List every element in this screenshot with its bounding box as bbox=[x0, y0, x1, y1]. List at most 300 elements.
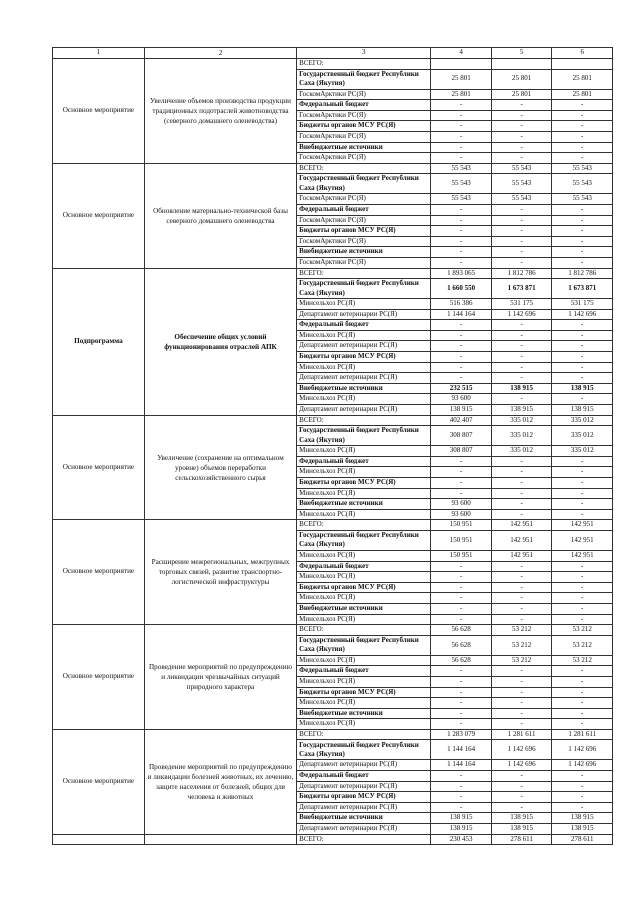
row-label: Минсельхоз РС(Я) bbox=[297, 593, 431, 604]
value-cell-col5: - bbox=[491, 499, 552, 510]
value-cell-col5: 335 012 bbox=[491, 415, 552, 426]
value-cell-col6: - bbox=[552, 467, 613, 478]
header-cell-1: 1 bbox=[53, 48, 145, 59]
value-cell-col4: 516 386 bbox=[431, 299, 492, 310]
value-cell-col6: - bbox=[552, 247, 613, 258]
row-label: Федеральный бюджет bbox=[297, 666, 431, 677]
value-cell-col5: 142 951 bbox=[491, 530, 552, 550]
value-cell-col6: - bbox=[552, 593, 613, 604]
value-cell-col4: - bbox=[431, 257, 492, 268]
section-name: Расширение межрегиональных, межгрупных торговых связей, развитие транспортно-логистической инфраструктуры bbox=[144, 520, 296, 625]
value-cell-col4: - bbox=[431, 698, 492, 709]
section-name bbox=[144, 834, 296, 845]
value-cell-col4: 93 600 bbox=[431, 394, 492, 405]
row-label: ВСЕГО: bbox=[297, 834, 431, 845]
value-cell-col5: 335 012 bbox=[491, 426, 552, 446]
value-cell-col6: 1 142 696 bbox=[552, 760, 613, 771]
value-cell-col6: - bbox=[552, 352, 613, 363]
value-cell-col6: - bbox=[552, 603, 613, 614]
row-label: Минсельхоз РС(Я) bbox=[297, 446, 431, 457]
value-cell-col5: - bbox=[491, 330, 552, 341]
value-cell-col6: - bbox=[552, 698, 613, 709]
value-cell-col4: 56 628 bbox=[431, 635, 492, 655]
row-label: ГоскомАрктики РС(Я) bbox=[297, 236, 431, 247]
value-cell-col6: 278 611 bbox=[552, 834, 613, 845]
value-cell-col6: 335 012 bbox=[552, 446, 613, 457]
row-label: Департамент ветеринарии РС(Я) bbox=[297, 373, 431, 384]
value-cell-col5: 25 801 bbox=[491, 89, 552, 100]
row-label: Внебюджетные источники bbox=[297, 247, 431, 258]
value-cell-col6: - bbox=[552, 341, 613, 352]
value-cell-col5: - bbox=[491, 110, 552, 121]
row-label: Внебюджетные источники bbox=[297, 383, 431, 394]
header-cell-6: 6 bbox=[552, 48, 613, 59]
value-cell-col5: - bbox=[491, 373, 552, 384]
section-name: Проведение мероприятий по предупреждению и ликвидации болезней животных, их лечению, защите населения от болезней, общих для человека и животных bbox=[144, 729, 296, 834]
header-cell-4: 4 bbox=[431, 48, 492, 59]
value-cell-col6: - bbox=[552, 394, 613, 405]
row-label: Внебюджетные источники bbox=[297, 142, 431, 153]
row-label: Бюджеты органов МСУ РС(Я) bbox=[297, 792, 431, 803]
value-cell-col6: - bbox=[552, 257, 613, 268]
value-cell-col5: - bbox=[491, 394, 552, 405]
value-cell-col6: - bbox=[552, 781, 613, 792]
row-label: Федеральный бюджет bbox=[297, 100, 431, 111]
row-label: Минсельхоз РС(Я) bbox=[297, 698, 431, 709]
row-label: ВСЕГО: bbox=[297, 268, 431, 279]
row-label: ГоскомАрктики РС(Я) bbox=[297, 110, 431, 121]
value-cell-col4: - bbox=[431, 582, 492, 593]
value-cell-col4: - bbox=[431, 330, 492, 341]
header-cell-5: 5 bbox=[491, 48, 552, 59]
value-cell-col6: 1 142 696 bbox=[552, 309, 613, 320]
value-cell-col6: 335 012 bbox=[552, 426, 613, 446]
value-cell-col5: - bbox=[491, 509, 552, 520]
value-cell-col6: - bbox=[552, 666, 613, 677]
value-cell-col4: 150 951 bbox=[431, 520, 492, 531]
value-cell-col4: - bbox=[431, 771, 492, 782]
value-cell-col4: 56 628 bbox=[431, 655, 492, 666]
row-label: Федеральный бюджет bbox=[297, 204, 431, 215]
value-cell-col4: 55 543 bbox=[431, 163, 492, 174]
value-cell-col6: - bbox=[552, 478, 613, 489]
value-cell-col5: 1 812 786 bbox=[491, 268, 552, 279]
value-cell-col4: - bbox=[431, 373, 492, 384]
row-label: ГоскомАрктики РС(Я) bbox=[297, 89, 431, 100]
section-type: Основное мероприятие bbox=[53, 163, 145, 268]
section-name: Проведение мероприятий по предупреждению и ликвидации чрезвычайных ситуаций природного характера bbox=[144, 625, 296, 730]
value-cell-col6: - bbox=[552, 771, 613, 782]
value-cell-col4: 308 807 bbox=[431, 426, 492, 446]
value-cell-col4: 55 543 bbox=[431, 194, 492, 205]
value-cell-col4: 138 915 bbox=[431, 405, 492, 416]
row-label: Минсельхоз РС(Я) bbox=[297, 719, 431, 730]
value-cell-col5: - bbox=[491, 352, 552, 363]
table-row bbox=[53, 268, 613, 279]
value-cell-col4: 1 283 079 bbox=[431, 729, 492, 740]
row-label: Федеральный бюджет bbox=[297, 320, 431, 331]
value-cell-col4: - bbox=[431, 478, 492, 489]
value-cell-col6: - bbox=[552, 362, 613, 373]
section-type: Основное мероприятие bbox=[53, 520, 145, 625]
value-cell-col4: - bbox=[431, 603, 492, 614]
value-cell-col4: 1 660 550 bbox=[431, 279, 492, 299]
value-cell-col4: - bbox=[431, 121, 492, 132]
value-cell-col5: 55 543 bbox=[491, 163, 552, 174]
value-cell-col5: 1 142 696 bbox=[491, 309, 552, 320]
row-label: Минсельхоз РС(Я) bbox=[297, 362, 431, 373]
value-cell-col4: - bbox=[431, 110, 492, 121]
section-name: Увеличение (сохранение на оптимальном уровне) объемов переработки сельскохозяйственного сырья bbox=[144, 415, 296, 520]
value-cell-col5: 25 801 bbox=[491, 69, 552, 89]
value-cell-col5: - bbox=[491, 792, 552, 803]
row-label: Внебюджетные источники bbox=[297, 499, 431, 510]
value-cell-col5: - bbox=[491, 142, 552, 153]
value-cell-col4: - bbox=[431, 781, 492, 792]
row-label: Государственный бюджет Республики Саха (Якутия) bbox=[297, 279, 431, 299]
value-cell-col4: 232 515 bbox=[431, 383, 492, 394]
section-type bbox=[53, 834, 145, 845]
value-cell-col5: 142 951 bbox=[491, 550, 552, 561]
row-label: ГоскомАрктики РС(Я) bbox=[297, 153, 431, 164]
row-label: Минсельхоз РС(Я) bbox=[297, 488, 431, 499]
value-cell-col5: - bbox=[491, 488, 552, 499]
value-cell-col6: - bbox=[552, 802, 613, 813]
value-cell-col4: - bbox=[431, 352, 492, 363]
row-label: Государственный бюджет Республики Саха (Якутия) bbox=[297, 174, 431, 194]
section-type: Основное мероприятие bbox=[53, 625, 145, 730]
value-cell-col6: - bbox=[552, 330, 613, 341]
value-cell-col5: - bbox=[491, 320, 552, 331]
header-cell-3: 3 bbox=[297, 48, 431, 59]
row-label: Департамент ветеринарии РС(Я) bbox=[297, 760, 431, 771]
value-cell-col6: - bbox=[552, 131, 613, 142]
row-label: Внебюджетные источники bbox=[297, 603, 431, 614]
value-cell-col4: - bbox=[431, 572, 492, 583]
value-cell-col4: - bbox=[431, 215, 492, 226]
value-cell-col6: - bbox=[552, 153, 613, 164]
section-type: Основное мероприятие bbox=[53, 415, 145, 520]
section-type: Подпрограмма bbox=[53, 268, 145, 415]
value-cell-col5: - bbox=[491, 719, 552, 730]
value-cell-col6: - bbox=[552, 708, 613, 719]
value-cell-col5: - bbox=[491, 100, 552, 111]
value-cell-col4: - bbox=[431, 708, 492, 719]
value-cell-col4: - bbox=[431, 802, 492, 813]
value-cell-col5: - bbox=[491, 771, 552, 782]
value-cell-col4: 138 915 bbox=[431, 813, 492, 824]
value-cell-col6: 142 951 bbox=[552, 520, 613, 531]
row-label: Государственный бюджет Республики Саха (Якутия) bbox=[297, 530, 431, 550]
header-row bbox=[53, 48, 613, 59]
value-cell-col4: - bbox=[431, 320, 492, 331]
value-cell-col6: - bbox=[552, 488, 613, 499]
row-label: Департамент ветеринарии РС(Я) bbox=[297, 341, 431, 352]
table-row bbox=[53, 59, 613, 70]
value-cell-col6: 55 543 bbox=[552, 174, 613, 194]
value-cell-col5: 55 543 bbox=[491, 174, 552, 194]
value-cell-col5: - bbox=[491, 614, 552, 625]
row-label: ГоскомАрктики РС(Я) bbox=[297, 194, 431, 205]
value-cell-col4: - bbox=[431, 226, 492, 237]
value-cell-col4: - bbox=[431, 204, 492, 215]
value-cell-col6: 138 915 bbox=[552, 383, 613, 394]
value-cell-col4: - bbox=[431, 131, 492, 142]
section-name: Обеспечение общих условий функционирования отраслей АПК bbox=[144, 268, 296, 415]
value-cell-col6: 25 801 bbox=[552, 69, 613, 89]
row-label: Бюджеты органов МСУ РС(Я) bbox=[297, 226, 431, 237]
value-cell-col5: 1 281 611 bbox=[491, 729, 552, 740]
value-cell-col5: 335 012 bbox=[491, 446, 552, 457]
value-cell-col5: - bbox=[491, 802, 552, 813]
value-cell-col4: - bbox=[431, 236, 492, 247]
value-cell-col5: - bbox=[491, 204, 552, 215]
row-label: Департамент ветеринарии РС(Я) bbox=[297, 309, 431, 320]
value-cell-col6: - bbox=[552, 215, 613, 226]
value-cell-col6: - bbox=[552, 456, 613, 467]
value-cell-col4: - bbox=[431, 488, 492, 499]
value-cell-col5: 1 673 871 bbox=[491, 279, 552, 299]
value-cell-col4: - bbox=[431, 792, 492, 803]
row-label: Федеральный бюджет bbox=[297, 456, 431, 467]
value-cell-col5: 531 175 bbox=[491, 299, 552, 310]
value-cell-col6: - bbox=[552, 226, 613, 237]
value-cell-col4: - bbox=[431, 676, 492, 687]
row-label: ВСЕГО: bbox=[297, 59, 431, 70]
table-row bbox=[53, 415, 613, 426]
value-cell-col6: - bbox=[552, 142, 613, 153]
value-cell-col6: - bbox=[552, 676, 613, 687]
value-cell-col4: 25 801 bbox=[431, 89, 492, 100]
value-cell-col6: - bbox=[552, 100, 613, 111]
row-label: Государственный бюджет Республики Саха (Якутия) bbox=[297, 69, 431, 89]
value-cell-col6: 1 812 786 bbox=[552, 268, 613, 279]
value-cell-col5: - bbox=[491, 478, 552, 489]
row-label: Минсельхоз РС(Я) bbox=[297, 676, 431, 687]
budget-table bbox=[52, 47, 613, 845]
value-cell-col4: - bbox=[431, 593, 492, 604]
value-cell-col5: - bbox=[491, 131, 552, 142]
value-cell-col5: - bbox=[491, 708, 552, 719]
value-cell-col4: 150 951 bbox=[431, 530, 492, 550]
value-cell-col5: 1 142 696 bbox=[491, 740, 552, 760]
value-cell-col6: - bbox=[552, 236, 613, 247]
value-cell-col4: 230 453 bbox=[431, 834, 492, 845]
value-cell-col5 bbox=[491, 59, 552, 70]
table-row bbox=[53, 729, 613, 740]
table-row bbox=[53, 625, 613, 636]
value-cell-col5: - bbox=[491, 687, 552, 698]
row-label: ВСЕГО: bbox=[297, 415, 431, 426]
value-cell-col5: - bbox=[491, 467, 552, 478]
value-cell-col4: 25 801 bbox=[431, 69, 492, 89]
value-cell-col5: - bbox=[491, 572, 552, 583]
value-cell-col4: 402 407 bbox=[431, 415, 492, 426]
value-cell-col6: 335 012 bbox=[552, 415, 613, 426]
row-label: ГоскомАрктики РС(Я) bbox=[297, 215, 431, 226]
value-cell-col6: - bbox=[552, 687, 613, 698]
value-cell-col4: - bbox=[431, 341, 492, 352]
value-cell-col5: 55 543 bbox=[491, 194, 552, 205]
value-cell-col5: 53 212 bbox=[491, 625, 552, 636]
value-cell-col5: 53 212 bbox=[491, 655, 552, 666]
value-cell-col4: - bbox=[431, 666, 492, 677]
value-cell-col4: 56 628 bbox=[431, 625, 492, 636]
row-label: Департамент ветеринарии РС(Я) bbox=[297, 405, 431, 416]
value-cell-col6: 25 801 bbox=[552, 89, 613, 100]
row-label: ГоскомАрктики РС(Я) bbox=[297, 257, 431, 268]
value-cell-col6: - bbox=[552, 509, 613, 520]
value-cell-col5: - bbox=[491, 593, 552, 604]
value-cell-col6: - bbox=[552, 373, 613, 384]
value-cell-col5: - bbox=[491, 698, 552, 709]
row-label: Минсельхоз РС(Я) bbox=[297, 394, 431, 405]
value-cell-col6: - bbox=[552, 204, 613, 215]
value-cell-col6: - bbox=[552, 572, 613, 583]
value-cell-col5: 1 142 696 bbox=[491, 760, 552, 771]
value-cell-col4: 150 951 bbox=[431, 550, 492, 561]
value-cell-col6: 138 915 bbox=[552, 824, 613, 835]
value-cell-col5: 142 951 bbox=[491, 520, 552, 531]
row-label: Минсельхоз РС(Я) bbox=[297, 655, 431, 666]
section-name: Обновление материально-технической базы северного домашнего оленеводства bbox=[144, 163, 296, 268]
value-cell-col4: 1 144 164 bbox=[431, 309, 492, 320]
value-cell-col4: 138 915 bbox=[431, 824, 492, 835]
value-cell-col6: - bbox=[552, 110, 613, 121]
value-cell-col4: 1 144 164 bbox=[431, 740, 492, 760]
value-cell-col4: - bbox=[431, 467, 492, 478]
value-cell-col5: - bbox=[491, 362, 552, 373]
row-label: Минсельхоз РС(Я) bbox=[297, 467, 431, 478]
row-label: Бюджеты органов МСУ РС(Я) bbox=[297, 478, 431, 489]
value-cell-col6: 138 915 bbox=[552, 405, 613, 416]
row-label: Минсельхоз РС(Я) bbox=[297, 509, 431, 520]
row-label: Бюджеты органов МСУ РС(Я) bbox=[297, 121, 431, 132]
value-cell-col5: - bbox=[491, 676, 552, 687]
value-cell-col6: 53 212 bbox=[552, 655, 613, 666]
row-label: Бюджеты органов МСУ РС(Я) bbox=[297, 687, 431, 698]
value-cell-col6: - bbox=[552, 792, 613, 803]
value-cell-col4 bbox=[431, 59, 492, 70]
value-cell-col6: 1 673 871 bbox=[552, 279, 613, 299]
row-label: Минсельхоз РС(Я) bbox=[297, 330, 431, 341]
value-cell-col5: - bbox=[491, 226, 552, 237]
value-cell-col5: - bbox=[491, 781, 552, 792]
value-cell-col6: 142 951 bbox=[552, 550, 613, 561]
value-cell-col4: 55 543 bbox=[431, 174, 492, 194]
value-cell-col4: - bbox=[431, 719, 492, 730]
value-cell-col4: - bbox=[431, 142, 492, 153]
value-cell-col5: - bbox=[491, 121, 552, 132]
table-row bbox=[53, 520, 613, 531]
value-cell-col6 bbox=[552, 59, 613, 70]
value-cell-col5: - bbox=[491, 153, 552, 164]
value-cell-col6: 53 212 bbox=[552, 635, 613, 655]
row-label: Минсельхоз РС(Я) bbox=[297, 550, 431, 561]
value-cell-col4: 1 144 164 bbox=[431, 760, 492, 771]
value-cell-col4: 308 807 bbox=[431, 446, 492, 457]
value-cell-col6: - bbox=[552, 499, 613, 510]
value-cell-col5: - bbox=[491, 666, 552, 677]
value-cell-col5: 138 915 bbox=[491, 824, 552, 835]
value-cell-col5: - bbox=[491, 582, 552, 593]
value-cell-col6: 531 175 bbox=[552, 299, 613, 310]
value-cell-col6: 55 543 bbox=[552, 163, 613, 174]
value-cell-col6: 53 212 bbox=[552, 625, 613, 636]
table-row bbox=[53, 834, 613, 845]
row-label: ГоскомАрктики РС(Я) bbox=[297, 131, 431, 142]
value-cell-col5: - bbox=[491, 561, 552, 572]
row-label: Государственный бюджет Республики Саха (Якутия) bbox=[297, 635, 431, 655]
value-cell-col6: 142 951 bbox=[552, 530, 613, 550]
value-cell-col4: - bbox=[431, 100, 492, 111]
row-label: Федеральный бюджет bbox=[297, 561, 431, 572]
row-label: Департамент ветеринарии РС(Я) bbox=[297, 781, 431, 792]
row-label: ВСЕГО: bbox=[297, 625, 431, 636]
section-type: Основное мероприятие bbox=[53, 729, 145, 834]
value-cell-col6: - bbox=[552, 582, 613, 593]
row-label: Департамент ветеринарии РС(Я) bbox=[297, 824, 431, 835]
table-row bbox=[53, 163, 613, 174]
page bbox=[52, 47, 613, 845]
value-cell-col4: - bbox=[431, 561, 492, 572]
value-cell-col5: - bbox=[491, 215, 552, 226]
value-cell-col5: - bbox=[491, 603, 552, 614]
row-label: Минсельхоз РС(Я) bbox=[297, 299, 431, 310]
value-cell-col5: - bbox=[491, 341, 552, 352]
row-label: Внебюджетные источники bbox=[297, 813, 431, 824]
row-label: Государственный бюджет Республики Саха (Якутия) bbox=[297, 426, 431, 446]
row-label: Минсельхоз РС(Я) bbox=[297, 572, 431, 583]
value-cell-col4: 1 893 065 bbox=[431, 268, 492, 279]
value-cell-col6: - bbox=[552, 320, 613, 331]
section-name: Увеличение объемов производства продукции традиционных подотраслей животноводства (северного домашнего оленеводства) bbox=[144, 59, 296, 164]
value-cell-col5: 138 915 bbox=[491, 813, 552, 824]
value-cell-col4: - bbox=[431, 153, 492, 164]
value-cell-col6: - bbox=[552, 719, 613, 730]
value-cell-col6: - bbox=[552, 614, 613, 625]
value-cell-col5: - bbox=[491, 247, 552, 258]
row-label: Бюджеты органов МСУ РС(Я) bbox=[297, 352, 431, 363]
row-label: Минсельхоз РС(Я) bbox=[297, 614, 431, 625]
value-cell-col5: 278 611 bbox=[491, 834, 552, 845]
value-cell-col4: - bbox=[431, 456, 492, 467]
value-cell-col4: - bbox=[431, 247, 492, 258]
value-cell-col6: 1 142 696 bbox=[552, 740, 613, 760]
value-cell-col6: - bbox=[552, 561, 613, 572]
value-cell-col4: 93 600 bbox=[431, 509, 492, 520]
value-cell-col5: 138 915 bbox=[491, 405, 552, 416]
value-cell-col4: 93 600 bbox=[431, 499, 492, 510]
value-cell-col5: - bbox=[491, 236, 552, 247]
value-cell-col6: 1 281 611 bbox=[552, 729, 613, 740]
value-cell-col5: - bbox=[491, 257, 552, 268]
row-label: Внебюджетные источники bbox=[297, 708, 431, 719]
value-cell-col4: - bbox=[431, 614, 492, 625]
section-type: Основное мероприятие bbox=[53, 59, 145, 164]
value-cell-col5: 53 212 bbox=[491, 635, 552, 655]
value-cell-col5: 138 915 bbox=[491, 383, 552, 394]
header-cell-2: 2 bbox=[144, 48, 296, 59]
row-label: ВСЕГО: bbox=[297, 163, 431, 174]
row-label: ВСЕГО: bbox=[297, 729, 431, 740]
value-cell-col5: - bbox=[491, 456, 552, 467]
row-label: Бюджеты органов МСУ РС(Я) bbox=[297, 582, 431, 593]
row-label: Департамент ветеринарии РС(Я) bbox=[297, 802, 431, 813]
value-cell-col4: - bbox=[431, 687, 492, 698]
value-cell-col6: 55 543 bbox=[552, 194, 613, 205]
value-cell-col6: - bbox=[552, 121, 613, 132]
